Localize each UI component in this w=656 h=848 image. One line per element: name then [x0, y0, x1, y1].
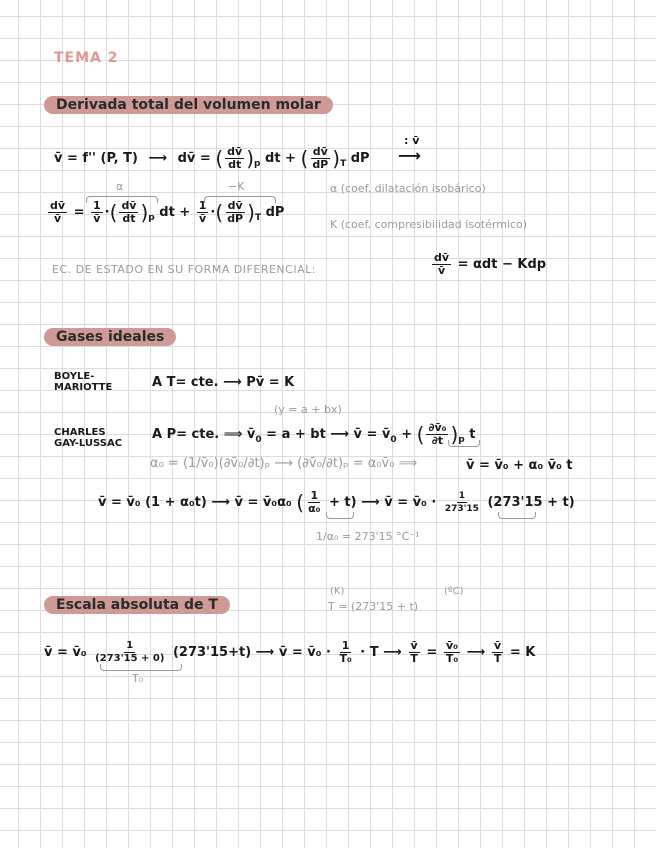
inverse-alpha-note: 1/α₀ = 273'15 °C⁻¹	[316, 530, 420, 543]
charles-result: v̄ = v̄₀ + α₀ v̄₀ t	[466, 458, 573, 473]
eq1-partial-t: $\frac{dv̄}{dt}$	[227, 145, 243, 171]
state-eq: $\frac{dv̄}{v̄}$ = αdt − Kdp	[434, 251, 547, 277]
charles-line3: v̄ = v̄₀ (1 + α₀t) ⟶ v̄ = v̄₀α₀ ( $\frac{1}{\text{α₀}}$ + t) ⟶ v̄ = v̄₀ · $\frac{1}{273'15}$ (273'15 + t)	[98, 489, 575, 515]
linear-form-note: (y = a + bx)	[274, 403, 342, 416]
charles-eq: A P= cte. ⟹ $v̄_0 = a$ + bt ⟶ v̄ = $v̄_0$ + ( $\frac{\text{∂v̄₀}}{\partial t}$ )$_p$ t	[152, 421, 476, 447]
eq1-line: v̄ = f'' (P, T) ⟶ dv̄ = ( $\frac{dv̄}{dt}$ )$_p$ dt + ( $\frac{dv̄}{dP}$ )$_T$ dP	[54, 145, 370, 171]
alpha-mark: α	[116, 180, 124, 193]
alpha-note: α (coef. dilatación isobárico)	[330, 182, 486, 195]
section-heading-derivada: Derivada total del volumen molar	[44, 96, 333, 114]
boyle-eq: A T= cte. ⟶ Pv̄ = K	[152, 375, 295, 390]
boyle-label: BOYLE- MARIOTTE	[54, 371, 113, 393]
eq1-dp: dP	[350, 151, 370, 166]
eq2-one-over-v: $\frac{1}{v̄}$	[93, 199, 101, 225]
eq2-line: $\frac{dv̄}{v̄}$ = $\frac{1}{v̄}$ ·( $\frac{dv̄}{dt}$ )$_p$ dt + $\frac{1}{v̄}$ ·( $\frac{dv̄}{dP}$ )$_T$ dP	[50, 199, 285, 225]
eq1-over-arrow-label: : v̄	[404, 134, 420, 147]
unit-c: (ºC)	[444, 586, 464, 597]
section-heading-gases: Gases ideales	[44, 328, 176, 346]
eq1-arrow: ⟶	[148, 151, 168, 166]
minus-k-mark: −K	[228, 180, 245, 193]
escala-eq: v̄ = v̄₀ $\frac{1}{(273'15 + 0)}$ (273'15+t) ⟶ v̄ = v̄₀ · $\frac{1}{\text{T₀}}$ · T ⟶ $\frac{v̄}{T}$ = $\frac{\text{v̄₀}}{\text{T₀}}$ ⟶ $\frac{v̄}{T}$ = K	[44, 639, 536, 665]
alpha-underbrace	[326, 512, 354, 519]
section-heading-escala: Escala absoluta de T	[44, 596, 230, 614]
t0-underbrace	[100, 664, 182, 671]
eq1-partial-p: $\frac{dv̄}{dP}$	[312, 145, 329, 171]
eq1-long-arrow: ⟶	[398, 146, 421, 165]
page-title: TEMA 2	[54, 50, 119, 66]
frac-underbrace	[498, 512, 536, 519]
charles-label: CHARLES GAY-LUSSAC	[54, 427, 123, 449]
state-eq-label: EC. DE ESTADO EN SU FORMA DIFERENCIAL:	[52, 263, 316, 276]
alpha-derivation: α₀ = (1/v̄₀)(∂v̄₀/∂t)ₚ ⟶ (∂v̄₀/∂t)ₚ = α₀v̄₀ ⟹	[150, 456, 418, 471]
t0-label: T₀	[132, 672, 144, 685]
eq2-lhs: $\frac{dv̄}{v̄}$	[50, 199, 66, 225]
unit-k: (K)	[330, 586, 345, 597]
k-note: K (coef. compresibilidad isotérmico)	[330, 218, 528, 231]
eq1-lhs: v̄ = f'' (P, T)	[54, 151, 138, 166]
eq1-dt: dt +	[265, 151, 296, 166]
t-note: T = (273'15 + t)	[328, 600, 419, 613]
eq1-dv: dv̄ =	[177, 151, 211, 166]
charles-underbrace	[448, 440, 480, 447]
